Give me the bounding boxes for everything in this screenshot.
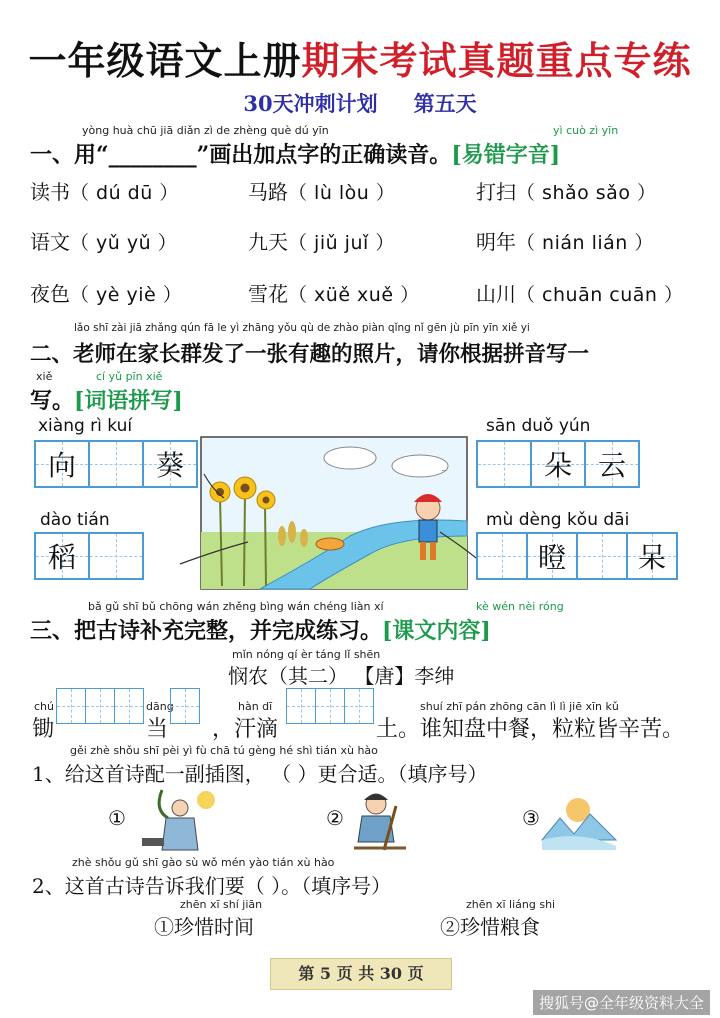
word-pinyin: xiàng rì kuí xyxy=(38,416,133,436)
blank-cell[interactable] xyxy=(316,689,345,723)
option-number: ② xyxy=(326,806,344,830)
word-grid xyxy=(476,440,640,488)
q1-item: 语文（ yǔ yǔ ） xyxy=(30,230,178,254)
section1-tag-pinyin: yì cuò zì yīn xyxy=(553,124,619,137)
poem-pinyin: shuí zhī pán zhōng cān lì lì jiē xīn kǔ xyxy=(420,700,619,713)
section2-pinyin: lǎo shī zài jiā zhǎng qún fā le yì zhāng yǒu qù de zhào piàn qǐng nǐ gēn jù pīn yīn xiě yi xyxy=(74,322,530,334)
section2-heading2: 写。[词语拼写] xyxy=(30,388,183,414)
option-number: ③ xyxy=(522,806,540,830)
q2-text: 2、这首古诗告诉我们要（ ）。（填序号） xyxy=(32,874,392,898)
illustration-poet-moon xyxy=(132,784,222,852)
grid-cell[interactable] xyxy=(478,442,532,486)
section1-heading: 一、用“________”画出加点字的正确读音。[易错字音] xyxy=(30,142,561,168)
q1-item: 雪花（ xüě xuě ） xyxy=(248,282,420,306)
q1-pinyin: gěi zhè shǒu shī pèi yì fù chā tú gèng hé shì tián xù hào xyxy=(70,744,378,757)
grid-cell[interactable]: 向 xyxy=(36,442,90,486)
poem-line: 土。谁知盘中餐，粒粒皆辛苦。 xyxy=(376,717,685,742)
q1-item: 打扫（ shǎo sǎo ） xyxy=(476,180,657,204)
blank-grid xyxy=(286,688,374,724)
q2-pinyin: zhè shǒu gǔ shī gào sù wǒ mén yào tián xù hào xyxy=(72,856,335,869)
answer-option: ①珍惜时间 xyxy=(154,915,254,939)
poem-char: ，汗滴 xyxy=(212,717,279,742)
arrow-lines xyxy=(178,470,478,570)
illustration-landscape xyxy=(540,790,618,850)
grid-cell[interactable]: 瞪 xyxy=(528,534,578,578)
section1-pinyin: yòng huà chū jiā diǎn zì de zhèng què dú yīn xyxy=(82,124,329,137)
grid-cell[interactable] xyxy=(90,442,144,486)
option-number: ① xyxy=(108,806,126,830)
grid-cell[interactable] xyxy=(90,534,142,578)
section2-heading: 二、老师在家长群发了一张有趣的照片，请你根据拼音写一 xyxy=(30,342,590,367)
illustration-farmer xyxy=(346,786,418,856)
word-pinyin: mù dèng kǒu dāi xyxy=(486,510,630,530)
answer-pinyin: zhēn xī liáng shi xyxy=(466,898,556,911)
q1-item: 夜色（ yè yiè ） xyxy=(30,282,183,306)
page-subtitle: 30天冲刺计划 第五天 xyxy=(243,91,477,116)
q1-item: 九天（ jiǔ juǐ ） xyxy=(248,230,395,254)
word-pinyin: sān duǒ yún xyxy=(486,416,591,436)
section2-tag-pinyin: cí yǔ pīn xiě xyxy=(96,370,163,383)
poem-pinyin: hàn dī xyxy=(238,700,273,713)
section3-heading: 三、把古诗补充完整，并完成练习。[课文内容] xyxy=(30,618,491,644)
q1-item: 明年（ nián lián ） xyxy=(476,230,654,254)
blank-cell[interactable] xyxy=(57,689,86,723)
answer-pinyin: zhēn xī shí jiān xyxy=(180,898,263,911)
q1-item: 读书（ dú dū ） xyxy=(30,180,179,204)
page-title: 一年级语文上册期末考试真题重点专练 xyxy=(28,38,692,83)
word-grid xyxy=(476,532,678,580)
grid-cell[interactable] xyxy=(478,534,528,578)
section3-pinyin: bǎ gǔ shī bǔ chōng wán zhěng bìng wán chéng liàn xí xyxy=(88,600,384,613)
poem-pinyin: chú xyxy=(34,700,54,713)
section3-tag-pinyin: kè wén nèi róng xyxy=(476,600,564,613)
blank-cell[interactable] xyxy=(86,689,115,723)
word-grid xyxy=(34,532,144,580)
blank-cell[interactable] xyxy=(115,689,143,723)
blank-cell[interactable] xyxy=(287,689,316,723)
section2-pinyin2: xiě xyxy=(36,370,53,383)
blank-cell[interactable] xyxy=(171,689,199,723)
grid-cell[interactable]: 稻 xyxy=(36,534,90,578)
poem-char: 锄 xyxy=(32,717,55,742)
q1-item: 山川（ chuān cuān ） xyxy=(476,282,684,306)
grid-cell[interactable]: 呆 xyxy=(628,534,676,578)
blank-grid xyxy=(170,688,200,724)
blank-cell[interactable] xyxy=(345,689,373,723)
word-pinyin: dào tián xyxy=(40,510,110,530)
grid-cell[interactable]: 葵 xyxy=(144,442,196,486)
q1-text: 1、给这首诗配一副插图， （ ）更合适。（填序号） xyxy=(32,762,488,786)
blank-grid xyxy=(56,688,144,724)
poem-title-pinyin: mǐn nóng qí èr táng lǐ shēn xyxy=(232,648,381,661)
word-grid xyxy=(34,440,198,488)
grid-cell[interactable]: 朵 xyxy=(532,442,586,486)
q1-item: 马路（ lù lòu ） xyxy=(248,180,396,204)
poem-title: 悯农（其二） 【唐】李绅 xyxy=(228,664,455,688)
grid-cell[interactable] xyxy=(578,534,628,578)
poem-pinyin: dāng xyxy=(146,700,174,713)
poem-char: 当 xyxy=(146,717,169,742)
page-number: 第 5 页 共 30 页 xyxy=(270,958,452,990)
grid-cell[interactable]: 云 xyxy=(586,442,638,486)
answer-option: ②珍惜粮食 xyxy=(440,915,540,939)
watermark: 搜狐号@全年级资料大全 xyxy=(533,990,710,1015)
